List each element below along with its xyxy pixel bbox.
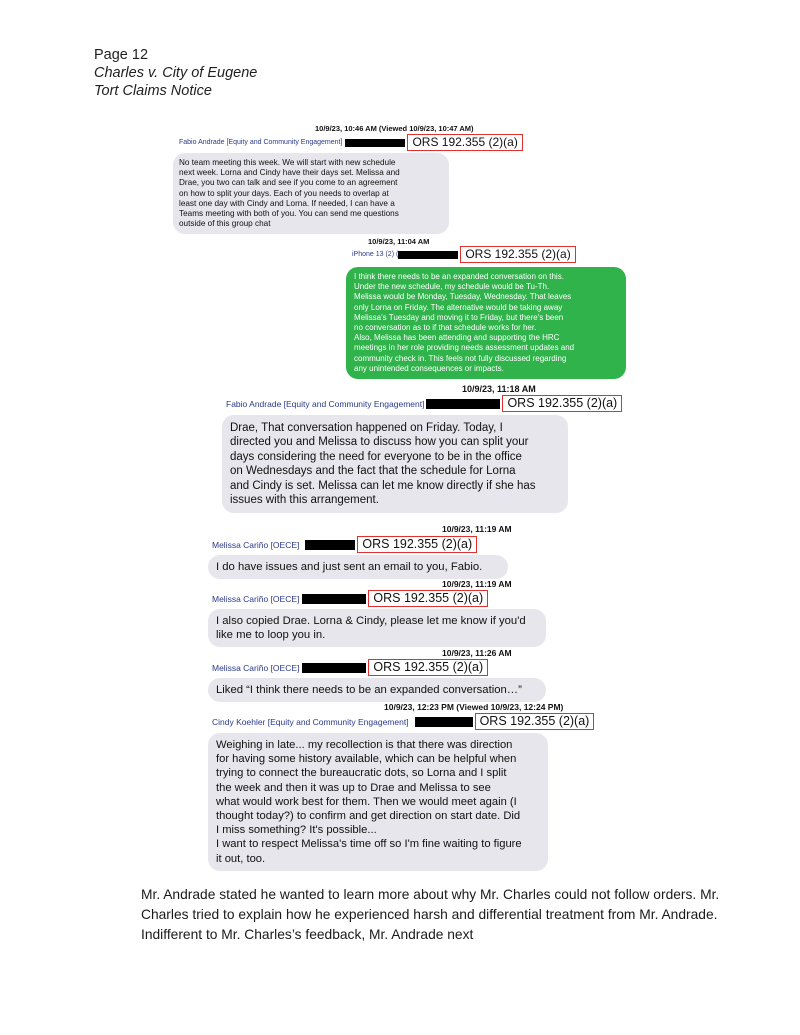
message-timestamp: 10/9/23, 11:18 AM bbox=[462, 384, 536, 394]
page-number: Page 12 bbox=[94, 47, 149, 63]
message-bubble: I think there needs to be an expanded conversation on this. Under the new schedule, my schedule would be Tu-Th. Melissa would be Monday, Tuesday, Wednesday. That leaves only Lorna on Friday. The alternative would be taking away Melissa's Tuesday and moving it to Friday, but there's been no conversation as to if that schedule works for her. Also, Melissa has been attending and supporting the HRC meetings in her role providing needs assessment updates and community check in. This feels not fully discussed regarding any unintended consequences or impacts. bbox=[346, 267, 626, 379]
redaction-bar bbox=[398, 251, 458, 259]
sender-row bbox=[212, 659, 548, 676]
sender-row bbox=[226, 395, 682, 412]
sender-name: Cindy Koehler [Equity and Community Engagement] bbox=[212, 716, 409, 727]
message-bubble: Weighing in late... my recollection is that there was direction for having some history available, which can be helpful when trying to connect the bureaucratic dots, so Lorna and I split the week and then it was up to Drae and Melissa to see what would work best for them. Then we would meet again (I thought today?) to confirm and get direction on start date. Did I miss something? It's possible... I want to respect Melissa's time off so I'm fine waiting to figure it out, too. bbox=[208, 733, 548, 871]
sender-row bbox=[212, 713, 648, 730]
message-timestamp: 10/9/23, 11:04 AM bbox=[368, 237, 430, 246]
message-timestamp: 10/9/23, 11:19 AM bbox=[442, 524, 512, 534]
chat-message bbox=[222, 384, 682, 513]
chat-message bbox=[173, 124, 573, 234]
redaction-label: ORS 192.355 (2)(a) bbox=[407, 134, 522, 151]
sender-name: Fabio Andrade [Equity and Community Engagement] bbox=[226, 398, 425, 409]
redaction-bar bbox=[302, 663, 366, 673]
redaction-label: ORS 192.355 (2)(a) bbox=[357, 536, 477, 553]
document-header bbox=[94, 46, 257, 100]
case-title: Charles v. City of Eugene bbox=[94, 65, 258, 81]
redaction-label: ORS 192.355 (2)(a) bbox=[460, 246, 575, 263]
sender-row bbox=[352, 246, 646, 263]
chat-message bbox=[208, 579, 548, 647]
redaction-bar bbox=[305, 540, 355, 550]
sender-name: Melissa Cariño [OECE] bbox=[212, 662, 300, 673]
chat-message bbox=[346, 237, 646, 379]
redaction-label: ORS 192.355 (2)(a) bbox=[475, 713, 595, 730]
message-bubble: Liked “I think there needs to be an expanded conversation…” bbox=[208, 678, 546, 702]
message-timestamp: 10/9/23, 11:19 AM bbox=[442, 579, 512, 589]
redaction-bar bbox=[426, 399, 500, 409]
redaction-bar bbox=[302, 594, 366, 604]
document-type: Tort Claims Notice bbox=[94, 83, 212, 99]
sender-row bbox=[212, 590, 548, 607]
sender-row bbox=[179, 134, 573, 151]
message-bubble: I do have issues and just sent an email to you, Fabio. bbox=[208, 555, 508, 579]
message-timestamp: 10/9/23, 11:26 AM bbox=[442, 648, 512, 658]
sender-name: Melissa Cariño [OECE] bbox=[212, 539, 300, 550]
sender-name: Fabio Andrade [Equity and Community Engagement] bbox=[179, 139, 343, 146]
message-timestamp: 10/9/23, 12:23 PM (Viewed 10/9/23, 12:24 PM) bbox=[384, 702, 564, 712]
redaction-bar bbox=[415, 717, 473, 727]
message-bubble: Drae, That conversation happened on Friday. Today, I directed you and Melissa to discuss how you can split your days considering the need for everyone to be in the office on Wednesdays and the fact that the schedule for Lorna and Cindy is set. Melissa can let me know directly if she has issues with this arrangement. bbox=[222, 415, 568, 513]
chat-message bbox=[208, 524, 548, 579]
redaction-label: ORS 192.355 (2)(a) bbox=[368, 659, 488, 676]
message-bubble: No team meeting this week. We will start with new schedule next week. Lorna and Cindy have their days set. Melissa and Drae, you two can talk and see if you come to an agreement on how to split your days. Each of you needs to overlap at least one day with Cindy and Lorna. If needed, I can have a Teams meeting with both of you. You can send me questions outside of this group chat bbox=[173, 153, 449, 234]
message-bubble: I also copied Drae. Lorna & Cindy, please let me know if you'd like me to loop you in. bbox=[208, 609, 546, 647]
chat-message bbox=[208, 648, 548, 702]
redaction-label: ORS 192.355 (2)(a) bbox=[502, 395, 622, 412]
body-paragraph: Mr. Andrade stated he wanted to learn more about why Mr. Charles could not follow orders. Mr. Charles tried to explain how he experienced harsh and differential treatment from Mr. Andrade. Indifferent to Mr. Charles’s feedback, Mr. Andrade next bbox=[141, 887, 720, 942]
chat-message bbox=[208, 702, 648, 871]
redaction-bar bbox=[345, 139, 405, 147]
sender-name: Melissa Cariño [OECE] bbox=[212, 593, 300, 604]
redaction-label: ORS 192.355 (2)(a) bbox=[368, 590, 488, 607]
message-timestamp: 10/9/23, 10:46 AM (Viewed 10/9/23, 10:47 AM) bbox=[315, 124, 474, 133]
sender-name: iPhone 13 (2) ( bbox=[352, 251, 399, 258]
sender-row bbox=[212, 536, 548, 553]
